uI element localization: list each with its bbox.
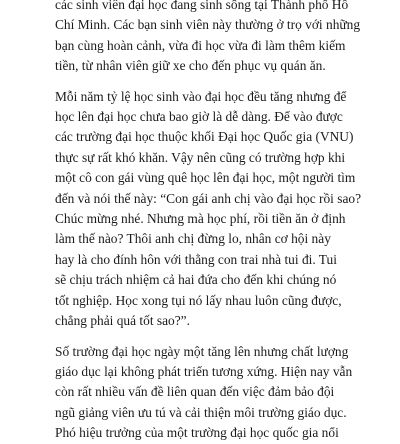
text-line: sẽ chịu trách nhiệm cả hai đứa cho đến khi chúng nó <box>55 272 337 288</box>
text-line: bạn cùng hoàn cảnh, vừa đi học vừa đi làm thêm kiếm <box>55 37 346 53</box>
text-line: làm thế nào? Thôi anh chị đừng lo, nhân cơ hội này <box>55 231 331 247</box>
text-line: Mỗi năm tỷ lệ học sinh vào đại học đều tăng nhưng để <box>55 88 347 104</box>
text-line: giáo dục lại không phát triển tương xứng. Hiện nay vẫn <box>55 363 353 379</box>
text-line: tiền, từ nhân viên giữ xe cho đến phục vụ quán ăn. <box>55 58 326 74</box>
paragraph-2 <box>55 87 373 332</box>
paragraph-1 <box>55 0 373 77</box>
text-line: một cô con gái vùng quê học lên đại học, một người tìm <box>55 170 356 186</box>
text-line: học lên đại học chưa bao giờ là dễ dàng. Để vào được <box>55 109 343 125</box>
text-line: các trường đại học thuộc khối Đại học Quốc gia (VNU) <box>55 129 354 145</box>
text-line: Chí Minh. Các bạn sinh viên này thường ở trọ với những <box>55 17 361 33</box>
text-line: Chúc mừng nhé. Nhưng mà học phí, rồi tiền ăn ở định <box>55 211 346 227</box>
body-text <box>55 0 373 444</box>
text-line: thực sự rất khó khăn. Vậy nên cũng có trường hợp khi <box>55 149 346 165</box>
text-line: còn rất nhiều vấn đề liên quan đến việc đảm bảo đội <box>55 384 335 400</box>
paragraph-3 <box>55 342 373 444</box>
text-line: đến và nói thế này: “Con gái anh chị vào đại học rồi sao? <box>55 190 362 206</box>
text-line: Số trường đại học ngày một tăng lên nhưng chất lượng <box>55 343 349 359</box>
text-line: hay là cho đính hôn với thằng con trai nhà tui đi. Tui <box>55 251 337 267</box>
text-line: tốt nghiệp. Học xong tụi nó lấy nhau luôn cũng được, <box>55 292 342 308</box>
text-line: chẳng phải quá tốt sao?”. <box>55 313 190 329</box>
text-line: ngũ giảng viên ưu tú và cải thiện môi trường giáo dục. <box>55 404 347 420</box>
text-line: các sinh viên đại học đang sinh sống tại Thành phố Hồ <box>55 0 349 12</box>
text-line: Phó hiệu trưởng của một trường đại học quốc gia nổi <box>55 425 339 441</box>
